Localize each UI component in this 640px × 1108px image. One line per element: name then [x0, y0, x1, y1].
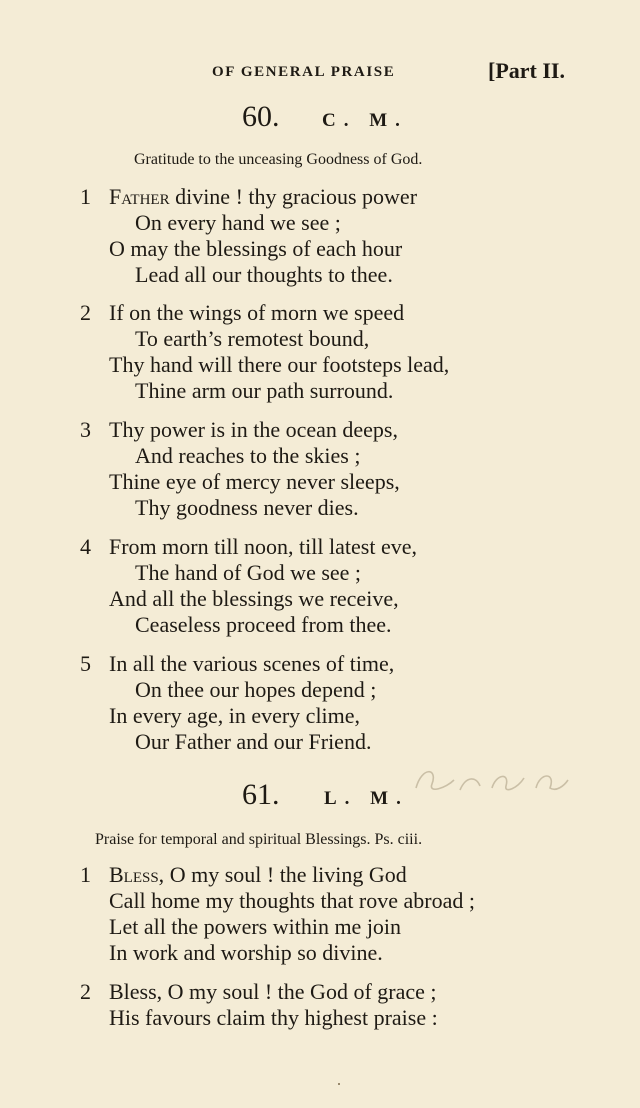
hymn-number: 61. — [242, 778, 280, 811]
stanza-line — [109, 184, 417, 210]
stanza-number: 2 — [80, 300, 91, 325]
first-line-rest: divine ! thy gracious power — [169, 184, 418, 209]
stanza-line: To earth’s remotest bound, — [135, 326, 370, 351]
hymn-meter: C. M. — [322, 110, 408, 131]
stanza-line: And all the blessings we receive, — [109, 586, 399, 611]
stanza-line: Ceaseless proceed from thee. — [135, 612, 392, 637]
stanza-line: Thy power is in the ocean deeps, — [109, 417, 398, 442]
stanza-line: And reaches to the skies ; — [135, 443, 361, 468]
stanza-number: 3 — [80, 417, 91, 442]
stanza-line: In all the various scenes of time, — [109, 651, 395, 676]
running-head — [0, 58, 640, 88]
hymn-heading — [0, 100, 640, 140]
stanza-line: From morn till noon, till latest eve, — [109, 534, 417, 559]
stanza-line: Thine arm our path surround. — [135, 378, 394, 403]
stanza-line: In work and worship so divine. — [109, 940, 383, 965]
paper-speck — [338, 1083, 340, 1085]
stanza-line: Thine eye of mercy never sleeps, — [109, 469, 400, 494]
stanza-number: 1 — [80, 184, 91, 209]
stanza-line: The hand of God we see ; — [135, 560, 362, 585]
stanza-line: Call home my thoughts that rove abroad ; — [109, 888, 475, 913]
stanza-line: O may the blessings of each hour — [109, 236, 403, 261]
faint-handwriting-mark — [410, 758, 570, 802]
first-word: Father — [109, 184, 170, 209]
stanza-line: On every hand we see ; — [135, 210, 341, 235]
stanza-line: Thy goodness never dies. — [135, 495, 359, 520]
stanza-line: In every age, in every clime, — [109, 703, 361, 728]
stanza-line: Let all the powers within me join — [109, 914, 402, 939]
stanza-line: Our Father and our Friend. — [135, 729, 372, 754]
stanza-line: Thy hand will there our footsteps lead, — [109, 352, 450, 377]
stanza-number: 2 — [80, 979, 91, 1004]
stanza-line: If on the wings of morn we speed — [109, 300, 405, 325]
stanza-line: On thee our hopes depend ; — [135, 677, 377, 702]
stanza-line: His favours claim thy highest praise : — [109, 1005, 438, 1030]
stanza-line: Bless, O my soul ! the God of grace ; — [109, 979, 437, 1004]
hymn-number: 60. — [242, 100, 280, 133]
stanza-number: 4 — [80, 534, 91, 559]
first-line-rest: O my soul ! the living God — [164, 862, 407, 887]
stanza-number: 5 — [80, 651, 91, 676]
hymn-subtitle: Praise for temporal and spiritual Blessings. Ps. ciii. — [95, 831, 423, 848]
hymn-meter: L. M. — [324, 788, 409, 809]
running-head-title: OF GENERAL PRAISE — [212, 64, 396, 80]
stanza-line: Lead all our thoughts to thee. — [135, 262, 393, 287]
stanza-number: 1 — [80, 862, 91, 887]
hymn-subtitle: Gratitude to the unceasing Goodness of God. — [134, 151, 423, 168]
running-head-part: [Part II. — [488, 58, 565, 83]
stanza-line — [109, 862, 407, 888]
first-word: Bless, — [109, 862, 165, 887]
